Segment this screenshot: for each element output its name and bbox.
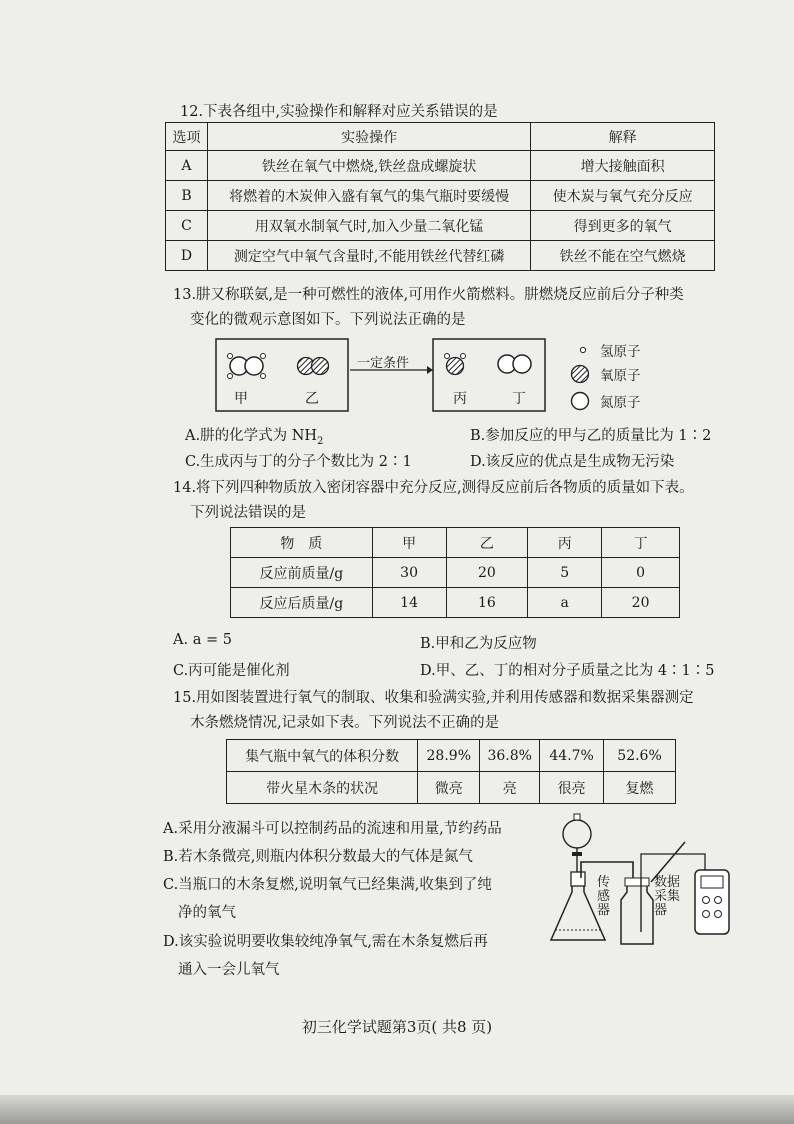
q15-cell: 复燃 <box>604 772 676 804</box>
q15-option-c-line1: C.当瓶口的木条复燃,说明氧气已经集满,收集到了纯 <box>163 877 492 893</box>
page-footer: 初三化学试题第3页( 共8 页) <box>301 1018 493 1036</box>
q15-cell: 36.8% <box>480 740 540 772</box>
q15-cell: 带火星木条的状况 <box>227 772 418 804</box>
label-jia: 甲 <box>234 391 248 407</box>
q15-cell: 亮 <box>480 772 540 804</box>
q15-stem-line2: 木条燃烧情况,记录如下表。下列说法不正确的是 <box>190 715 500 731</box>
legend-nitrogen <box>570 391 641 411</box>
q14-cell: 反应前质量/g <box>231 558 373 588</box>
q15-cell: 28.9% <box>418 740 480 772</box>
q15-stem-line1: 15.用如图装置进行氧气的制取、收集和验满实验,并利用传感器和数据采集器测定 <box>173 690 694 706</box>
q12-cell: 得到更多的氧气 <box>531 211 715 241</box>
q12-stem: 12.下表各组中,实验操作和解释对应关系错误的是 <box>180 104 498 120</box>
molecule-bing <box>445 354 466 375</box>
q15-cell: 很亮 <box>540 772 604 804</box>
hydrogen-atom-icon <box>576 343 590 357</box>
q15-option-d-line1: D.该实验说明要收集较纯净氧气,需在木条复燃后再 <box>163 934 488 950</box>
q14-cell: 16 <box>446 588 528 618</box>
q15-option-b: B.若木条微亮,则瓶内体积分数最大的气体是氮气 <box>163 849 473 865</box>
q12-header: 实验操作 <box>207 123 530 151</box>
q12-cell: 增大接触面积 <box>531 151 715 181</box>
q15-cell: 微亮 <box>418 772 480 804</box>
scan-edge <box>0 1095 794 1124</box>
q13-stem-line1: 13.肼又称联氨,是一种可燃性的液体,可用作火箭燃料。肼燃烧反应前后分子种类 <box>173 287 684 303</box>
q14-option-b: B.甲和乙为反应物 <box>420 636 537 652</box>
q12-cell: 使木炭与氧气充分反应 <box>531 181 715 211</box>
q14-cell: 14 <box>372 588 446 618</box>
q12-cell: 测定空气中氧气含量时,不能用铁丝代替红磷 <box>207 241 530 271</box>
q13-reaction-diagram <box>215 338 555 414</box>
q14-header: 甲 <box>372 528 446 558</box>
q14-cell: 0 <box>602 558 680 588</box>
legend-label: 氢原子 <box>600 344 641 360</box>
q13-stem-line2: 变化的微观示意图如下。下列说法正确的是 <box>190 312 466 328</box>
q13-option-c: C.生成丙与丁的分子个数比为 2∶1 <box>185 454 412 470</box>
q15-option-d-line2: 通入一会儿氧气 <box>178 962 280 978</box>
q15-cell: 52.6% <box>604 740 676 772</box>
legend-hydrogen <box>576 340 641 360</box>
q14-cell: 反应后质量/g <box>231 588 373 618</box>
q15-option-a: A.采用分液漏斗可以控制药品的流速和用量,节约药品 <box>163 821 502 837</box>
q12-header: 解释 <box>531 123 715 151</box>
q12-cell: D <box>166 241 208 271</box>
q15-option-c-line2: 净的氧气 <box>178 905 236 921</box>
q14-option-d: D.甲、乙、丁的相对分子质量之比为 4∶1∶5 <box>420 663 715 679</box>
legend-label: 氧原子 <box>600 368 641 384</box>
legend-oxygen <box>570 364 641 384</box>
oxygen-atom-icon <box>570 364 590 384</box>
q12-cell: B <box>166 181 208 211</box>
q14-cell: 5 <box>528 558 602 588</box>
q14-option-a: A. a = 5 <box>173 632 232 648</box>
q14-option-c: C.丙可能是催化剂 <box>173 663 290 679</box>
label-yi: 乙 <box>305 391 319 407</box>
molecule-ding <box>498 355 531 373</box>
sensor-label: 传 感 器 <box>597 875 611 918</box>
q12-cell: 铁丝在氧气中燃烧,铁丝盘成螺旋状 <box>207 151 530 181</box>
q15-cell: 44.7% <box>540 740 604 772</box>
q13-option-d: D.该反应的优点是生成物无污染 <box>470 454 675 470</box>
label-bing: 丙 <box>453 391 467 407</box>
q12-cell: C <box>166 211 208 241</box>
label-condition: 一定条件 <box>357 356 410 371</box>
q14-stem-line2: 下列说法错误的是 <box>190 505 306 521</box>
molecule-jia <box>228 354 266 379</box>
q14-cell: a <box>528 588 602 618</box>
molecule-yi <box>298 358 329 375</box>
q14-cell: 20 <box>446 558 528 588</box>
q12-cell: 铁丝不能在空气燃烧 <box>531 241 715 271</box>
q14-cell: 30 <box>372 558 446 588</box>
q14-stem-line1: 14.将下列四种物质放入密闭容器中充分反应,测得反应前后各物质的质量如下表。 <box>173 480 694 496</box>
q14-header: 物 质 <box>231 528 373 558</box>
apparatus-diagram <box>545 812 745 952</box>
q14-header: 丁 <box>602 528 680 558</box>
q15-table <box>226 739 676 804</box>
q12-table <box>165 122 715 271</box>
label-ding: 丁 <box>512 391 526 407</box>
collector-label: 数据 采集 器 <box>654 875 681 918</box>
q12-cell: 将燃着的木炭伸入盛有氧气的集气瓶时要缓慢 <box>207 181 530 211</box>
q12-cell: 用双氧水制氧气时,加入少量二氧化锰 <box>207 211 530 241</box>
q13-option-b: B.参加反应的甲与乙的质量比为 1∶2 <box>470 428 712 444</box>
q14-cell: 20 <box>602 588 680 618</box>
q12-header: 选项 <box>166 123 208 151</box>
q13-option-a: A.肼的化学式为 $NH_2$ <box>185 428 324 447</box>
q12-cell: A <box>166 151 208 181</box>
q15-cell: 集气瓶中氧气的体积分数 <box>227 740 418 772</box>
nitrogen-atom-icon <box>570 391 590 411</box>
q14-header: 丙 <box>528 528 602 558</box>
q14-header: 乙 <box>446 528 528 558</box>
q14-table <box>230 527 680 618</box>
legend-label: 氮原子 <box>600 395 641 411</box>
